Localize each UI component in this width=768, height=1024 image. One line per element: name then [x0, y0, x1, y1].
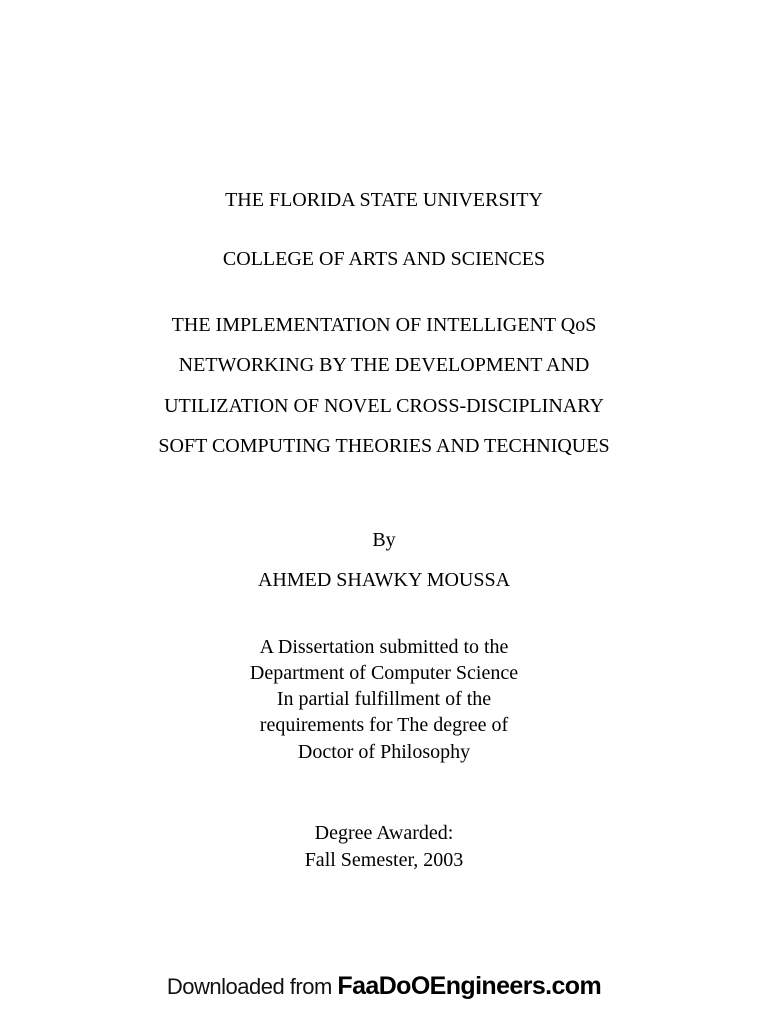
- degree-line: Degree Awarded:: [314, 822, 454, 844]
- download-watermark: [0, 972, 768, 1001]
- by-label: By: [372, 529, 396, 551]
- degree-line: Fall Semester, 2003: [304, 849, 464, 871]
- title-line: THE IMPLEMENTATION OF INTELLIGENT QoS: [171, 314, 597, 336]
- title-line: NETWORKING BY THE DEVELOPMENT AND: [178, 354, 590, 376]
- university-name: THE FLORIDA STATE UNIVERSITY: [225, 189, 543, 211]
- title-line: SOFT COMPUTING THEORIES AND TECHNIQUES: [158, 435, 610, 457]
- author-name: AHMED SHAWKY MOUSSA: [257, 569, 511, 591]
- submission-line: requirements for The degree of: [259, 714, 509, 736]
- college-name: COLLEGE OF ARTS AND SCIENCES: [222, 248, 546, 270]
- watermark-prefix: Downloaded from: [166, 974, 338, 999]
- submission-line: Department of Computer Science: [249, 662, 519, 684]
- submission-line: In partial fulfillment of the: [276, 688, 492, 710]
- submission-line: A Dissertation submitted to the: [259, 636, 509, 658]
- title-line: UTILIZATION OF NOVEL CROSS-DISCIPLINARY: [164, 395, 604, 417]
- submission-line: Doctor of Philosophy: [297, 741, 471, 763]
- watermark-site: FaaDoOEngineers.com: [337, 972, 602, 1000]
